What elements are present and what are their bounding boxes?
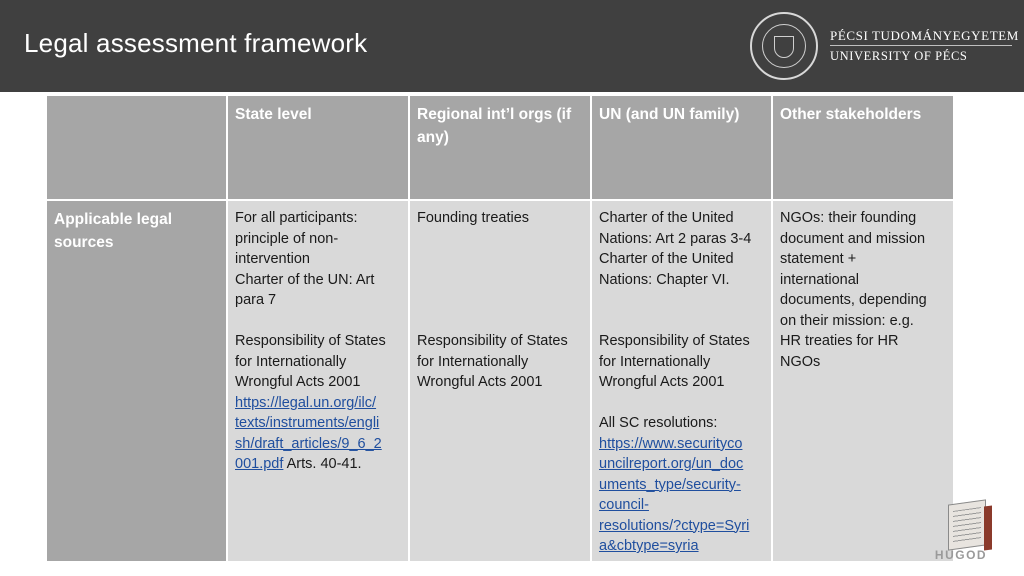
security-council-link[interactable]: a&cbtype=syria xyxy=(599,538,699,554)
university-seal-icon xyxy=(750,12,818,80)
text-line: for Internationally xyxy=(417,353,529,370)
text-line: Wrongful Acts 2001 xyxy=(417,374,543,390)
row-label: Applicable legal sources xyxy=(54,211,173,251)
text-line: intervention xyxy=(235,251,310,267)
text-line: For all participants: xyxy=(235,210,358,226)
header-cell-un-family: UN (and UN family) xyxy=(591,95,772,200)
hugod-logo xyxy=(928,500,994,566)
ilc-articles-link[interactable]: https://legal.un.org/ilc/ xyxy=(235,394,377,411)
text-line: document and mission xyxy=(780,230,926,247)
text-line: for Internationally xyxy=(599,353,711,370)
text-line: Responsibility of States xyxy=(417,333,568,349)
security-council-link[interactable]: resolutions/?ctype=Syri xyxy=(599,517,750,534)
text-line: Nations: Chapter VI. xyxy=(599,271,730,288)
university-name-hu: PÉCSI TUDOMÁNYEGYETEM xyxy=(830,28,1019,43)
slide-title: Legal assessment framework xyxy=(24,28,368,58)
security-council-link[interactable]: uncilreport.org/un_doc xyxy=(599,456,744,472)
security-council-link[interactable]: https://www.securityco xyxy=(599,435,743,452)
university-name-en: UNIVERSITY OF PÉCS xyxy=(830,49,968,63)
text-line: All SC resolutions: xyxy=(599,415,718,431)
header-cell-state-level: State level xyxy=(227,95,409,200)
text-line: for Internationally xyxy=(235,353,347,370)
text-line: Responsibility of States xyxy=(235,333,386,349)
text-line: on their mission: e.g. xyxy=(780,312,914,329)
header-cell-other-stakeholders: Other stakeholders xyxy=(772,95,954,200)
text-line: Charter of the United xyxy=(599,251,734,267)
security-council-link[interactable]: council- xyxy=(599,497,649,513)
text-line: statement + xyxy=(780,251,857,267)
text-line: NGOs: their founding xyxy=(780,210,917,226)
book-spine-icon xyxy=(984,505,992,550)
articles-suffix: Arts. 40-41. xyxy=(283,456,362,472)
slide-header xyxy=(0,0,1024,92)
header-cell-empty xyxy=(46,95,227,200)
cell-un-family xyxy=(591,200,772,562)
ilc-articles-link[interactable]: texts/instruments/engli xyxy=(235,415,380,431)
ilc-articles-link[interactable]: sh/draft_articles/9_6_2 xyxy=(235,435,382,452)
book-icon xyxy=(948,499,986,550)
row-label-cell xyxy=(46,200,227,562)
text-line: Nations: Art 2 paras 3-4 xyxy=(599,230,752,247)
university-logo xyxy=(750,12,1020,82)
header-cell-regional-orgs: Regional int’l orgs (if any) xyxy=(409,95,591,200)
text-line: documents, depending xyxy=(780,292,927,308)
text-line: Founding treaties xyxy=(417,210,530,226)
logo-divider xyxy=(830,45,1012,46)
table-header-row xyxy=(46,95,954,200)
text-line: principle of non- xyxy=(235,230,339,247)
text-line: Wrongful Acts 2001 xyxy=(235,374,361,390)
text-line: HR treaties for HR xyxy=(780,333,899,349)
table-row-applicable-sources xyxy=(46,200,954,562)
text-line: Charter of the United xyxy=(599,210,734,226)
text-line: NGOs xyxy=(780,353,821,370)
text-line: international xyxy=(780,271,859,288)
text-line: para 7 xyxy=(235,292,277,308)
legal-framework-table xyxy=(45,94,955,563)
text-line: Wrongful Acts 2001 xyxy=(599,374,725,390)
cell-state-level xyxy=(227,200,409,562)
text-line: Responsibility of States xyxy=(599,333,750,349)
text-line: Charter of the UN: Art xyxy=(235,271,375,288)
security-council-link[interactable]: uments_type/security- xyxy=(599,476,741,493)
cell-regional-orgs xyxy=(409,200,591,562)
hugod-logo-text: HUGOD xyxy=(934,548,988,562)
ilc-articles-link[interactable]: 001.pdf xyxy=(235,456,284,472)
cell-other-stakeholders xyxy=(772,200,954,562)
